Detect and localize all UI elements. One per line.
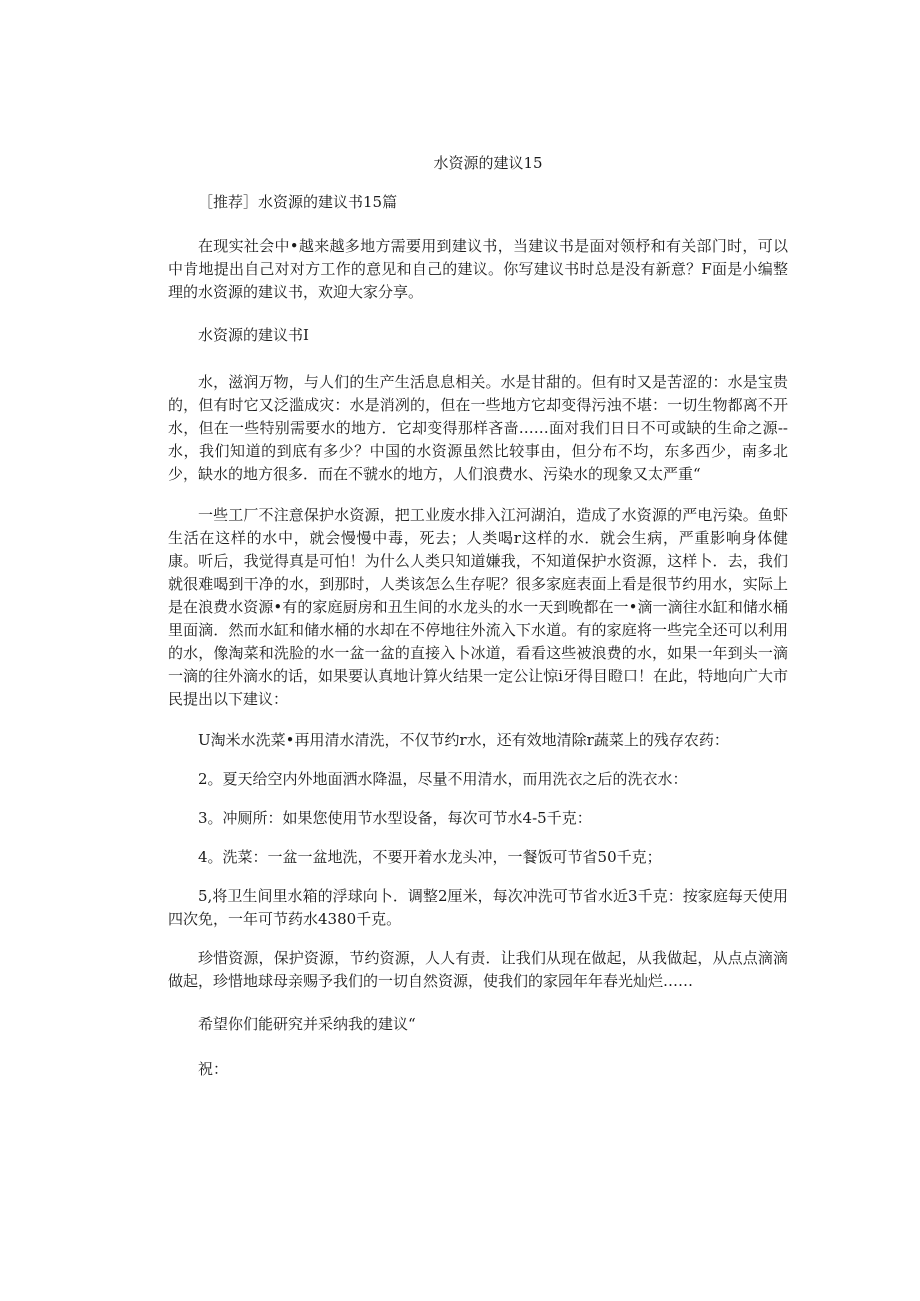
body-paragraph-2: 一些工厂不注意保护水资源，把工业废水排入江河湖泊，造成了水资源的严电污染。鱼虾生活在这样的水中，就会慢慢中毒，死去；人类喝r这样的水．就会生病，严重影响身体健康。听后，我觉得真是可怕！为什么人类只知道嫌我，不知道保护水资源，这样卜．去，我们就很难喝到干净的水，到那时，人类该怎么生存呢？很多家庭表面上看是很节约用水，实际上是在浪费水资源•有的家庭厨房和丑生间的水龙头的水一天到晚都在一•滴一滴往水缸和储水桶里面滴．然而水缸和储水桶的水却在不停地往外流入下水道。有的家庭将一些完全还可以利用的水，像淘菜和洗脸的水一盆一盆的直接入卜冰道，看看这些被浪费的水，如果一年到头一滴一滴的往外滴水的话，如果要认真地计算火结果一定公让惊i牙得目瞪口！在此，特地向广大市民提出以下建议： [168,506,788,708]
suggestion-item-3: 3。冲厕所：如果您使用节水型设备，每次可节水4-5千克： [198,809,592,827]
document-subtitle: ［推荐］水资源的建议书15篇 [198,193,398,211]
document-page [168,152,788,1103]
section-heading: 水资源的建议书I [198,326,309,344]
intro-paragraph: 在现实社会中•越来越多地方需要用到建议书，当建议书是面对领杼和有关部门时，可以中肯地提出自己对对方工作的意见和自己的建议。你写建议书时总是没有新意？F面是小编整理的水资源的建议书，欢迎大家分享。 [168,237,788,301]
suggestion-item-1: U淘米水洗菜•再用清水清洗，不仅节约r水，还有效地清除r蔬菜上的残存农药： [198,731,729,749]
salutation-line: 祝： [198,1060,229,1078]
document-title: 水资源的建议15 [433,154,543,172]
hope-line: 希望你们能研究并采纳我的建议“ [198,1015,416,1033]
conclusion-paragraph: 珍惜资源，保护资源，节约资源，人人有责．让我们从现在做起，从我做起，从点点滴滴做起，珍惜地球母亲赐予我们的一切自然资源，使我们的家园年年春光灿烂…… [168,949,788,990]
body-paragraph-1: 水，滋润万物，与人们的生产生活息息相关。水是甘甜的。但有时又是苦涩的：水是宝贵的，但有时它又泛滥成灾：水是消冽的，但在一些地方它却变得污浊不堪：一切生物都离不开水，但在一些特别需要水的地方．它却变得那样吝啬……面对我们日日不可或缺的生命之源--水，我们知道的到底有多少？中国的水资源虽然比较事由，但分布不均，东多西少，南多北少，缺水的地方很多．而在不虢水的地方，人们浪费水、污染水的现象又太严重“ [168,373,788,483]
suggestion-item-4: 4。洗菜：一盆一盆地洗，不要开着水龙头冲，一餐饭可节省50千克； [198,848,662,866]
suggestion-item-5: 5,将卫生间里水箱的浮球向卜．调整2厘米，每次冲洗可节省水近3千克：按家庭每天使用四次免，一年可节药水4380千克。 [168,887,788,928]
suggestion-item-2: 2。夏天给空内外地面洒水降温，尽量不用清水，而用洗衣之后的洗衣水： [198,770,688,788]
